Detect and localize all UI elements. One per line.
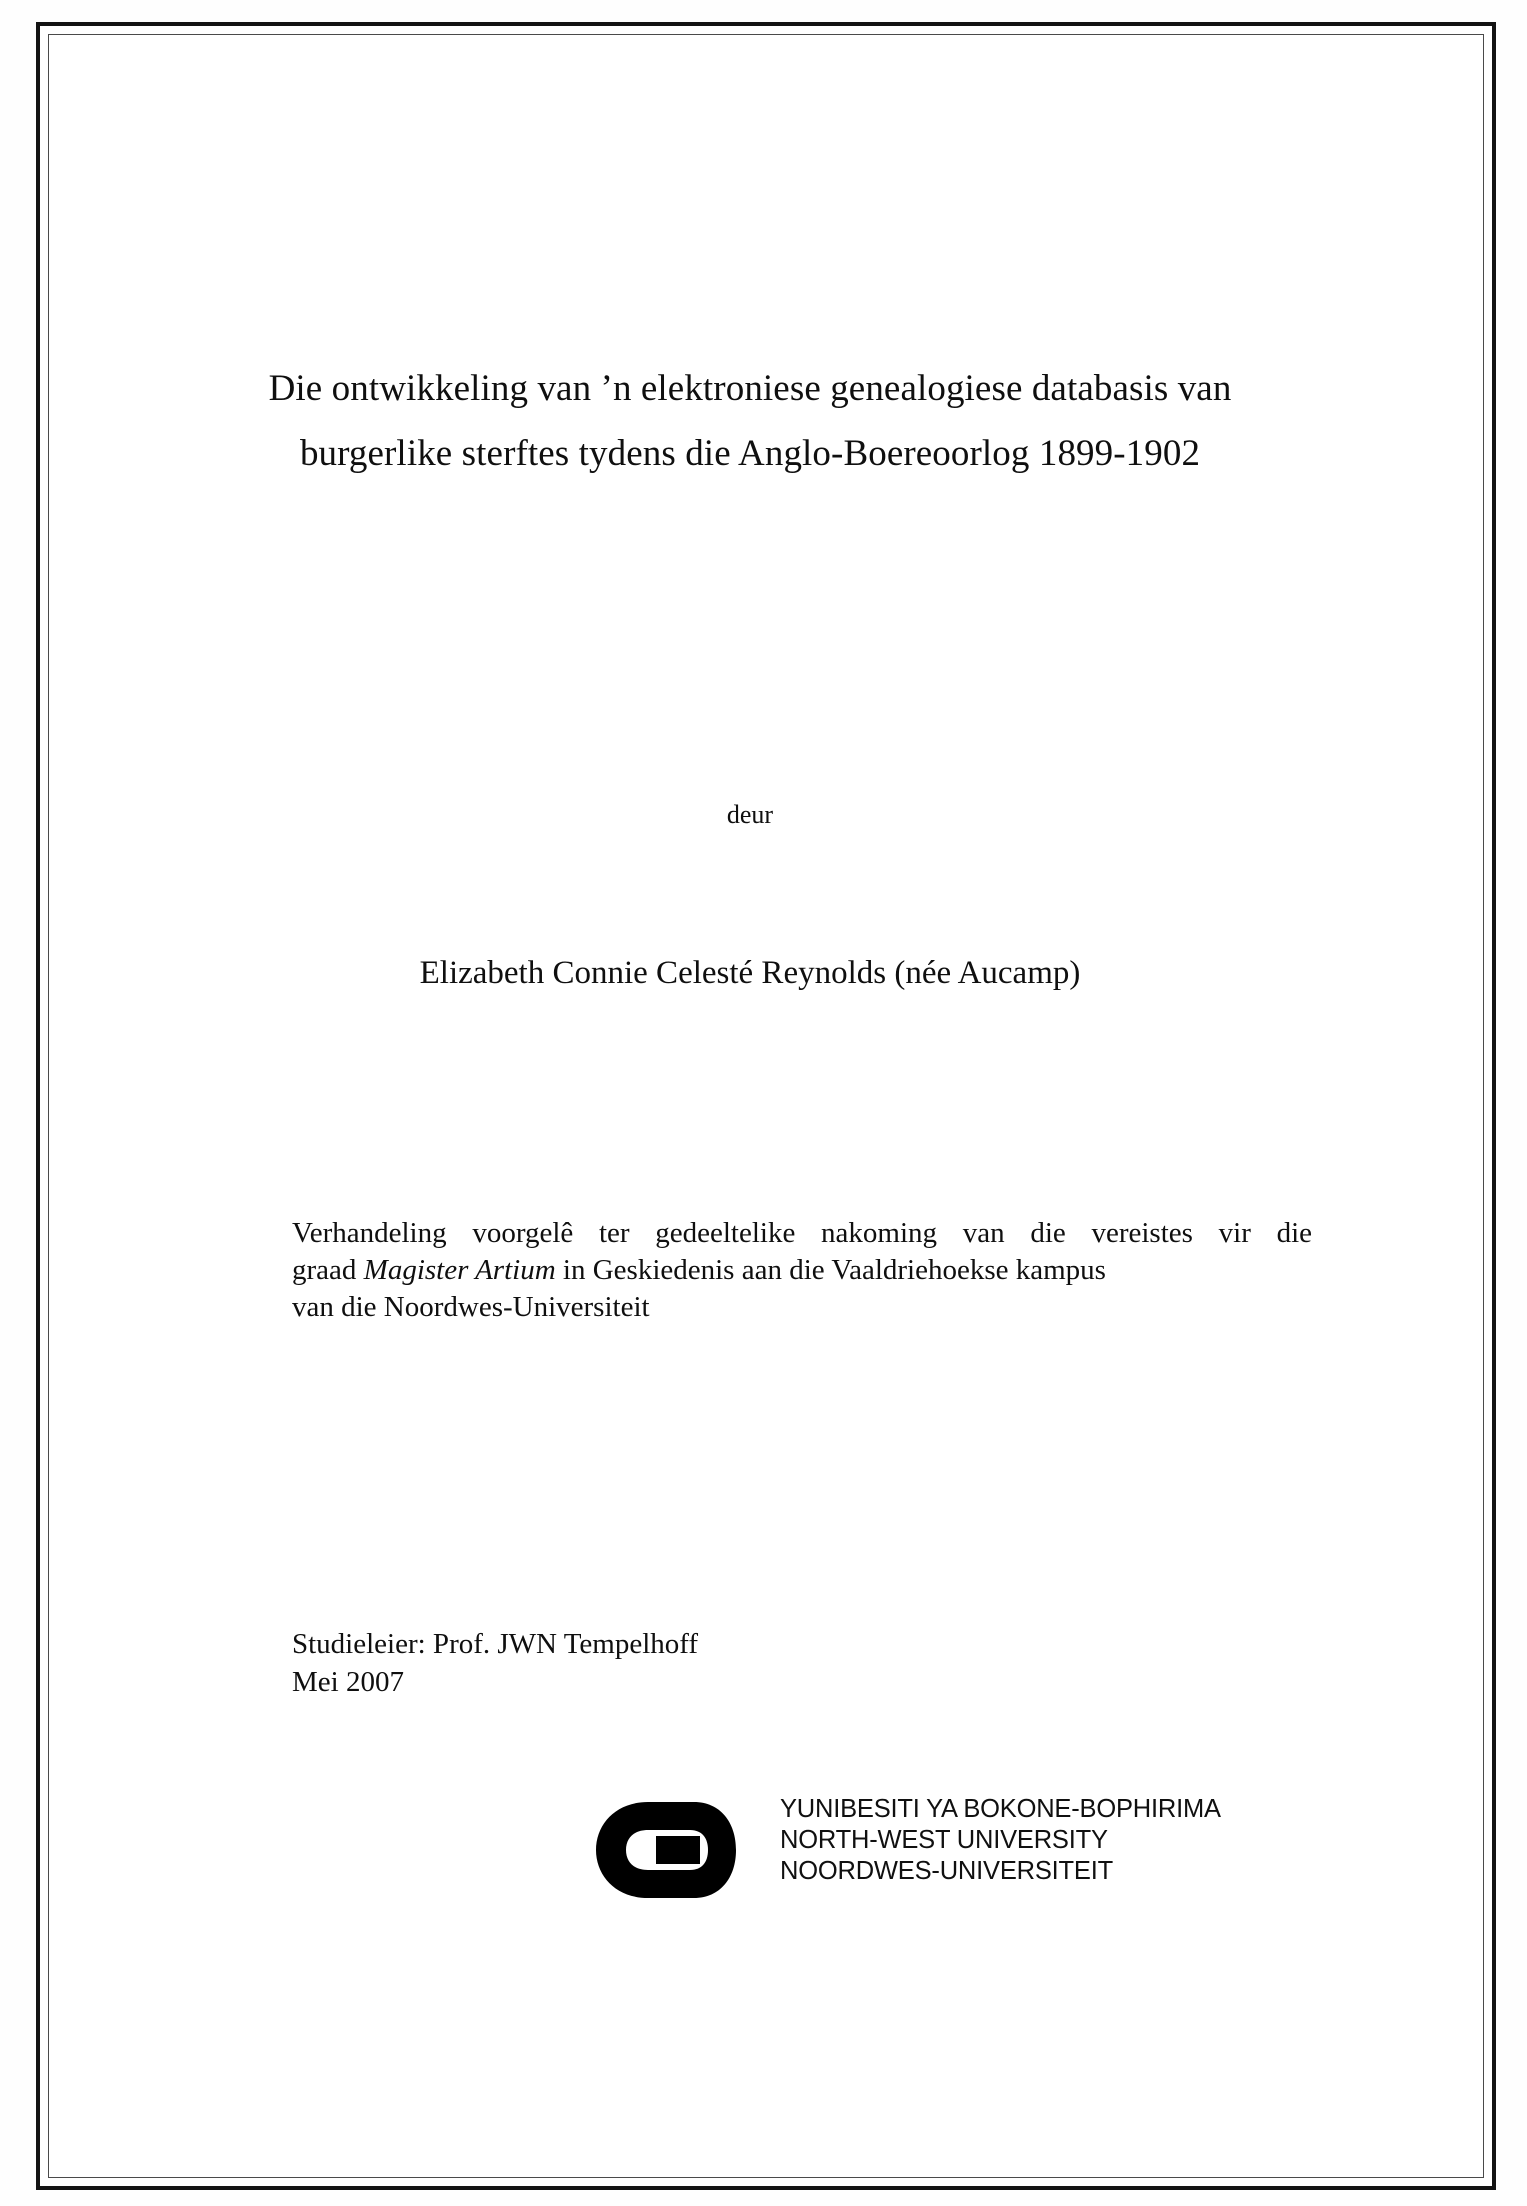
logo-line-1: YUNIBESITI YA BOKONE-BOPHIRIMA xyxy=(780,1795,1221,1823)
degree-statement-line-2 xyxy=(292,1252,1312,1289)
degree-statement-line-3: van die Noordwes-Universiteit xyxy=(292,1291,650,1324)
logo-line-3: NOORDWES-UNIVERSITEIT xyxy=(780,1857,1113,1886)
title-line-2: burgerlike sterftes tydens die Anglo-Boereoorlog 1899-1902 xyxy=(299,433,1201,474)
page-title xyxy=(185,370,1315,500)
title-line-1: Die ontwikkeling van ’n elektroniese genealogiese databasis van xyxy=(268,368,1232,409)
university-logo xyxy=(590,1790,1290,1910)
nwu-logo-icon xyxy=(590,1796,770,1904)
degree-statement-line-2-post: in Geskiedenis aan die Vaaldriehoekse kampus xyxy=(555,1254,1106,1287)
author-name: Elizabeth Connie Celesté Reynolds (née Aucamp) xyxy=(419,955,1081,991)
by-label: deur xyxy=(726,800,774,829)
title-page-content xyxy=(150,0,1350,2206)
university-logo-text xyxy=(780,1794,1221,1887)
degree-statement-line-2-pre: graad xyxy=(292,1254,364,1287)
supervisor-block xyxy=(292,1625,1192,1702)
logo-line-2: NORTH-WEST UNIVERSITY xyxy=(780,1826,1108,1855)
date-line: Mei 2007 xyxy=(292,1666,404,1699)
degree-statement-line-1: Verhandeling voorgelê ter gedeeltelike nakoming van die vereistes vir die xyxy=(292,1217,1312,1249)
supervisor-line: Studieleier: Prof. JWN Tempelhoff xyxy=(292,1628,699,1660)
degree-statement xyxy=(292,1215,1312,1326)
degree-name-italic: Magister Artium xyxy=(363,1254,556,1287)
